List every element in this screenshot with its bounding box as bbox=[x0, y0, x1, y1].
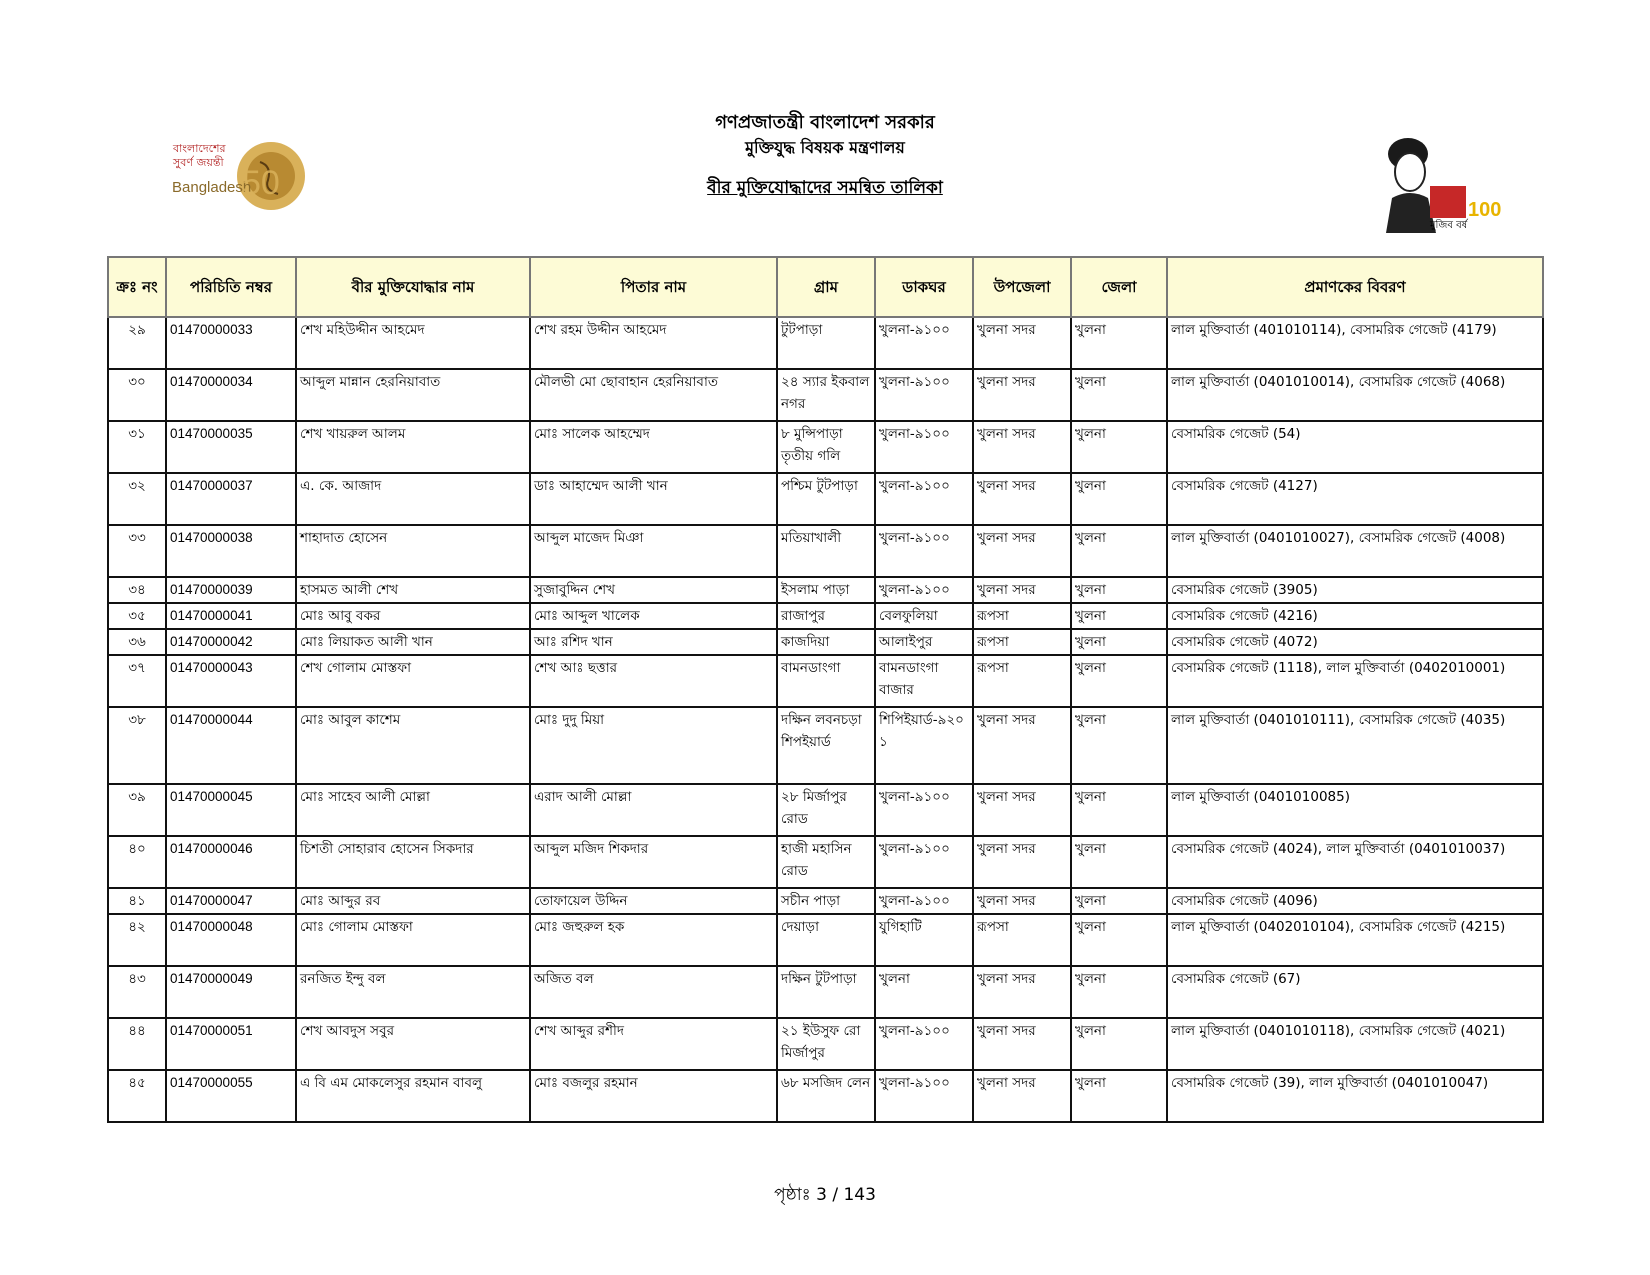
cell-village: হাজী মহাসিন রোড bbox=[777, 836, 875, 888]
cell-sl: ৩০ bbox=[108, 369, 166, 421]
cell-upazila: খুলনা সদর bbox=[973, 369, 1071, 421]
cell-id: 01470000035 bbox=[166, 421, 296, 473]
cell-village: পশ্চিম টুটপাড়া bbox=[777, 473, 875, 525]
cell-id: 01470000049 bbox=[166, 966, 296, 1018]
cell-post-office: বেলফুলিয়া bbox=[875, 603, 973, 629]
table-row bbox=[108, 369, 1543, 421]
page-number: পৃষ্ঠাঃ 3 / 143 bbox=[774, 1185, 876, 1205]
table-row bbox=[108, 603, 1543, 629]
cell-father: মৌলভী মো ছোবাহান হেরনিয়াবাত bbox=[530, 369, 777, 421]
cell-post-office: খুলনা-৯১০০ bbox=[875, 421, 973, 473]
cell-father: শেখ রহম উদ্দীন আহমেদ bbox=[530, 317, 777, 369]
cell-upazila: খুলনা সদর bbox=[973, 525, 1071, 577]
cell-village: রাজাপুর bbox=[777, 603, 875, 629]
cell-evidence: বেসামরিক গেজেট (4127) bbox=[1167, 473, 1543, 525]
cell-evidence: বেসামরিক গেজেট (4024), লাল মুক্তিবার্তা (0401010037) bbox=[1167, 836, 1543, 888]
cell-father: সুজাবুদ্দিন শেখ bbox=[530, 577, 777, 603]
table-row bbox=[108, 836, 1543, 888]
cell-name: রনজিত ইন্দু বল bbox=[296, 966, 530, 1018]
cell-village: দক্ষিন লবনচড়া শিপইয়ার্ড bbox=[777, 707, 875, 784]
cell-father: মোঃ দুদু মিয়া bbox=[530, 707, 777, 784]
cell-father: শেখ আব্দুর রশীদ bbox=[530, 1018, 777, 1070]
cell-upazila: খুলনা সদর bbox=[973, 473, 1071, 525]
col-name: বীর মুক্তিযোদ্ধার নাম bbox=[296, 257, 530, 317]
cell-upazila: রূপসা bbox=[973, 655, 1071, 707]
cell-upazila: খুলনা সদর bbox=[973, 966, 1071, 1018]
col-evidence: প্রমাণকের বিবরণ bbox=[1167, 257, 1543, 317]
cell-upazila: খুলনা সদর bbox=[973, 1018, 1071, 1070]
table-row bbox=[108, 966, 1543, 1018]
cell-sl: ৪৩ bbox=[108, 966, 166, 1018]
cell-id: 01470000048 bbox=[166, 914, 296, 966]
cell-id: 01470000044 bbox=[166, 707, 296, 784]
cell-upazila: রূপসা bbox=[973, 914, 1071, 966]
cell-name: এ বি এম মোকলেসুর রহমান বাবলু bbox=[296, 1070, 530, 1122]
cell-father: আব্দুল মজিদ শিকদার bbox=[530, 836, 777, 888]
table-row bbox=[108, 784, 1543, 836]
freedom-fighter-table bbox=[107, 256, 1544, 1123]
cell-sl: ৩৫ bbox=[108, 603, 166, 629]
cell-post-office: খুলনা bbox=[875, 966, 973, 1018]
cell-father: মোঃ বজলুর রহমান bbox=[530, 1070, 777, 1122]
portrait-body bbox=[1386, 193, 1436, 233]
cell-sl: ৩২ bbox=[108, 473, 166, 525]
cell-village: ২১ ইউসুফ রো মির্জাপুর bbox=[777, 1018, 875, 1070]
cell-father: আব্দুল মাজেদ মিঞা bbox=[530, 525, 777, 577]
cell-father: এরাদ আলী মোল্লা bbox=[530, 784, 777, 836]
cell-name: মোঃ আবুল কাশেম bbox=[296, 707, 530, 784]
cell-upazila: খুলনা সদর bbox=[973, 888, 1071, 914]
cell-upazila: খুলনা সদর bbox=[973, 1070, 1071, 1122]
cell-name: মোঃ গোলাম মোস্তফা bbox=[296, 914, 530, 966]
cell-sl: ৩১ bbox=[108, 421, 166, 473]
cell-evidence: বেসামরিক গেজেট (39), লাল মুক্তিবার্তা (0401010047) bbox=[1167, 1070, 1543, 1122]
cell-district: খুলনা bbox=[1071, 1070, 1167, 1122]
mujib-year-text: মুজিব বর্ষ bbox=[1430, 220, 1468, 231]
cell-name: মোঃ লিয়াকত আলী খান bbox=[296, 629, 530, 655]
cell-evidence: বেসামরিক গেজেট (4072) bbox=[1167, 629, 1543, 655]
cell-upazila: রূপসা bbox=[973, 629, 1071, 655]
cell-father: তোফায়েল উদ্দিন bbox=[530, 888, 777, 914]
col-village: গ্রাম bbox=[777, 257, 875, 317]
government-title: গণপ্রজাতন্ত্রী বাংলাদেশ সরকার bbox=[715, 112, 935, 133]
cell-post-office: খুলনা-৯১০০ bbox=[875, 473, 973, 525]
cell-name: আব্দুল মান্নান হেরনিয়াবাত bbox=[296, 369, 530, 421]
list-title: বীর মুক্তিযোদ্ধাদের সমন্বিত তালিকা bbox=[707, 178, 943, 198]
cell-id: 01470000045 bbox=[166, 784, 296, 836]
cell-evidence: লাল মুক্তিবার্তা (401010114), বেসামরিক গেজেট (4179) bbox=[1167, 317, 1543, 369]
cell-evidence: বেসামরিক গেজেট (1118), লাল মুক্তিবার্তা (0402010001) bbox=[1167, 655, 1543, 707]
cell-name: শেখ মহিউদ্দীন আহমেদ bbox=[296, 317, 530, 369]
cell-upazila: খুলনা সদর bbox=[973, 836, 1071, 888]
cell-post-office: আলাইপুর bbox=[875, 629, 973, 655]
table-header-row bbox=[108, 257, 1543, 317]
bangladesh-50-logo bbox=[168, 132, 308, 212]
cell-father: অজিত বল bbox=[530, 966, 777, 1018]
cell-district: খুলনা bbox=[1071, 603, 1167, 629]
cell-post-office: খুলনা-৯১০০ bbox=[875, 369, 973, 421]
cell-upazila: খুলনা সদর bbox=[973, 317, 1071, 369]
cell-district: খুলনা bbox=[1071, 421, 1167, 473]
cell-district: খুলনা bbox=[1071, 317, 1167, 369]
cell-district: খুলনা bbox=[1071, 369, 1167, 421]
col-serial: ক্রঃ নং bbox=[108, 257, 166, 317]
cell-father: আঃ রশিদ খান bbox=[530, 629, 777, 655]
cell-id: 01470000051 bbox=[166, 1018, 296, 1070]
table-row bbox=[108, 421, 1543, 473]
cell-village: মতিয়াখালী bbox=[777, 525, 875, 577]
table-row bbox=[108, 577, 1543, 603]
cell-name: শাহাদাত হোসেন bbox=[296, 525, 530, 577]
cell-sl: ৩৭ bbox=[108, 655, 166, 707]
cell-district: খুলনা bbox=[1071, 655, 1167, 707]
logo-100-number: 100 bbox=[1468, 199, 1502, 221]
table-row bbox=[108, 888, 1543, 914]
cell-evidence: বেসামরিক গেজেট (54) bbox=[1167, 421, 1543, 473]
cell-sl: ২৯ bbox=[108, 317, 166, 369]
cell-district: খুলনা bbox=[1071, 577, 1167, 603]
table-row bbox=[108, 707, 1543, 784]
table-row bbox=[108, 629, 1543, 655]
cell-district: খুলনা bbox=[1071, 784, 1167, 836]
cell-father: মোঃ আব্দুল খালেক bbox=[530, 603, 777, 629]
cell-district: খুলনা bbox=[1071, 836, 1167, 888]
cell-village: টুটপাড়া bbox=[777, 317, 875, 369]
cell-sl: ৪৪ bbox=[108, 1018, 166, 1070]
cell-name: মোঃ আবু বকর bbox=[296, 603, 530, 629]
cell-district: খুলনা bbox=[1071, 888, 1167, 914]
table-row bbox=[108, 473, 1543, 525]
cell-sl: ৩৬ bbox=[108, 629, 166, 655]
cell-village: সচীন পাড়া bbox=[777, 888, 875, 914]
cell-post-office: খুলনা-৯১০০ bbox=[875, 577, 973, 603]
cell-id: 01470000046 bbox=[166, 836, 296, 888]
cell-id: 01470000039 bbox=[166, 577, 296, 603]
cell-upazila: খুলনা সদর bbox=[973, 421, 1071, 473]
cell-upazila: খুলনা সদর bbox=[973, 784, 1071, 836]
cell-village: দেয়াড়া bbox=[777, 914, 875, 966]
cell-name: মোঃ সাহেব আলী মোল্লা bbox=[296, 784, 530, 836]
cell-evidence: লাল মুক্তিবার্তা (0401010111), বেসামরিক গেজেট (4035) bbox=[1167, 707, 1543, 784]
col-father: পিতার নাম bbox=[530, 257, 777, 317]
cell-evidence: লাল মুক্তিবার্তা (0401010027), বেসামরিক গেজেট (4008) bbox=[1167, 525, 1543, 577]
table-row bbox=[108, 914, 1543, 966]
cell-district: খুলনা bbox=[1071, 473, 1167, 525]
cell-father: মোঃ সালেক আহম্মেদ bbox=[530, 421, 777, 473]
ministry-title: মুক্তিযুদ্ধ বিষয়ক মন্ত্রণালয় bbox=[745, 138, 905, 157]
cell-post-office: বামনডাংগা বাজার bbox=[875, 655, 973, 707]
table-row bbox=[108, 1018, 1543, 1070]
cell-id: 01470000055 bbox=[166, 1070, 296, 1122]
cell-evidence: বেসামরিক গেজেট (4216) bbox=[1167, 603, 1543, 629]
table-row bbox=[108, 525, 1543, 577]
cell-district: খুলনা bbox=[1071, 1018, 1167, 1070]
cell-village: ২৮ মির্জাপুর রোড bbox=[777, 784, 875, 836]
cell-upazila: খুলনা সদর bbox=[973, 577, 1071, 603]
logo-line2: সুবর্ণ জয়ন্তী bbox=[173, 156, 224, 169]
cell-sl: ৪১ bbox=[108, 888, 166, 914]
cell-sl: ৪২ bbox=[108, 914, 166, 966]
cell-evidence: বেসামরিক গেজেট (4096) bbox=[1167, 888, 1543, 914]
cell-name: চিশতী সোহারাব হোসেন সিকদার bbox=[296, 836, 530, 888]
cell-name: শেখ খায়রুল আলম bbox=[296, 421, 530, 473]
cell-village: বামনডাংগা bbox=[777, 655, 875, 707]
cell-upazila: রূপসা bbox=[973, 603, 1071, 629]
cell-district: খুলনা bbox=[1071, 707, 1167, 784]
cell-village: ২৪ স্যার ইকবাল নগর bbox=[777, 369, 875, 421]
table-body bbox=[108, 317, 1543, 1122]
cell-evidence: লাল মুক্তিবার্তা (0401010014), বেসামরিক গেজেট (4068) bbox=[1167, 369, 1543, 421]
cell-sl: ৩৪ bbox=[108, 577, 166, 603]
cell-post-office: খুলনা-৯১০০ bbox=[875, 1018, 973, 1070]
cell-name: মোঃ আব্দুর রব bbox=[296, 888, 530, 914]
cell-post-office: খুলনা-৯১০০ bbox=[875, 525, 973, 577]
cell-upazila: খুলনা সদর bbox=[973, 707, 1071, 784]
cell-name: এ. কে. আজাদ bbox=[296, 473, 530, 525]
cell-evidence: লাল মুক্তিবার্তা (0401010118), বেসামরিক গেজেট (4021) bbox=[1167, 1018, 1543, 1070]
col-id: পরিচিতি নম্বর bbox=[166, 257, 296, 317]
cell-district: খুলনা bbox=[1071, 525, 1167, 577]
cell-sl: ৩৯ bbox=[108, 784, 166, 836]
cell-id: 01470000042 bbox=[166, 629, 296, 655]
cell-name: শেখ গোলাম মোস্তফা bbox=[296, 655, 530, 707]
cell-name: হাসমত আলী শেখ bbox=[296, 577, 530, 603]
col-upazila: উপজেলা bbox=[973, 257, 1071, 317]
cell-id: 01470000043 bbox=[166, 655, 296, 707]
cell-village: দক্ষিন টুটপাড়া bbox=[777, 966, 875, 1018]
cell-village: ৮ মুন্সিপাড়া তৃতীয় গলি bbox=[777, 421, 875, 473]
cell-sl: ৪৫ bbox=[108, 1070, 166, 1122]
cell-id: 01470000047 bbox=[166, 888, 296, 914]
cell-evidence: লাল মুক্তিবার্তা (0401010085) bbox=[1167, 784, 1543, 836]
cell-post-office: খুলনা-৯১০০ bbox=[875, 836, 973, 888]
cell-father: মোঃ জহুরুল হক bbox=[530, 914, 777, 966]
cell-evidence: বেসামরিক গেজেট (67) bbox=[1167, 966, 1543, 1018]
cell-post-office: খুলনা-৯১০০ bbox=[875, 784, 973, 836]
cell-evidence: লাল মুক্তিবার্তা (0402010104), বেসামরিক গেজেট (4215) bbox=[1167, 914, 1543, 966]
cell-evidence: বেসামরিক গেজেট (3905) bbox=[1167, 577, 1543, 603]
cell-father: শেখ আঃ ছত্তার bbox=[530, 655, 777, 707]
table-row bbox=[108, 655, 1543, 707]
cell-father: ডাঃ আহাম্মেদ আলী খান bbox=[530, 473, 777, 525]
cell-id: 01470000037 bbox=[166, 473, 296, 525]
col-post-office: ডাকঘর bbox=[875, 257, 973, 317]
cell-sl: ৪০ bbox=[108, 836, 166, 888]
cell-district: খুলনা bbox=[1071, 966, 1167, 1018]
col-district: জেলা bbox=[1071, 257, 1167, 317]
cell-sl: ৩৮ bbox=[108, 707, 166, 784]
cell-id: 01470000033 bbox=[166, 317, 296, 369]
cell-village: ইসলাম পাড়া bbox=[777, 577, 875, 603]
logo-bangladesh-text: Bangladesh bbox=[172, 179, 252, 196]
cell-post-office: শিপিইয়ার্ড-৯২০১ bbox=[875, 707, 973, 784]
cell-id: 01470000041 bbox=[166, 603, 296, 629]
cell-sl: ৩৩ bbox=[108, 525, 166, 577]
cell-district: খুলনা bbox=[1071, 629, 1167, 655]
table-row bbox=[108, 1070, 1543, 1122]
portrait-face bbox=[1395, 153, 1425, 191]
cell-post-office: যুগিহাটি bbox=[875, 914, 973, 966]
mujib-mark bbox=[1430, 186, 1466, 218]
logo-50-number: 50 bbox=[242, 164, 280, 202]
cell-id: 01470000034 bbox=[166, 369, 296, 421]
table-row bbox=[108, 317, 1543, 369]
cell-village: কাজদিয়া bbox=[777, 629, 875, 655]
cell-name: শেখ আবদুস সবুর bbox=[296, 1018, 530, 1070]
cell-post-office: খুলনা-৯১০০ bbox=[875, 1070, 973, 1122]
cell-post-office: খুলনা-৯১০০ bbox=[875, 888, 973, 914]
cell-village: ৬৮ মসজিদ লেন bbox=[777, 1070, 875, 1122]
cell-post-office: খুলনা-৯১০০ bbox=[875, 317, 973, 369]
logo-line1: বাংলাদেশের bbox=[173, 142, 226, 155]
cell-id: 01470000038 bbox=[166, 525, 296, 577]
mujib-100-logo bbox=[1372, 128, 1502, 233]
cell-district: খুলনা bbox=[1071, 914, 1167, 966]
